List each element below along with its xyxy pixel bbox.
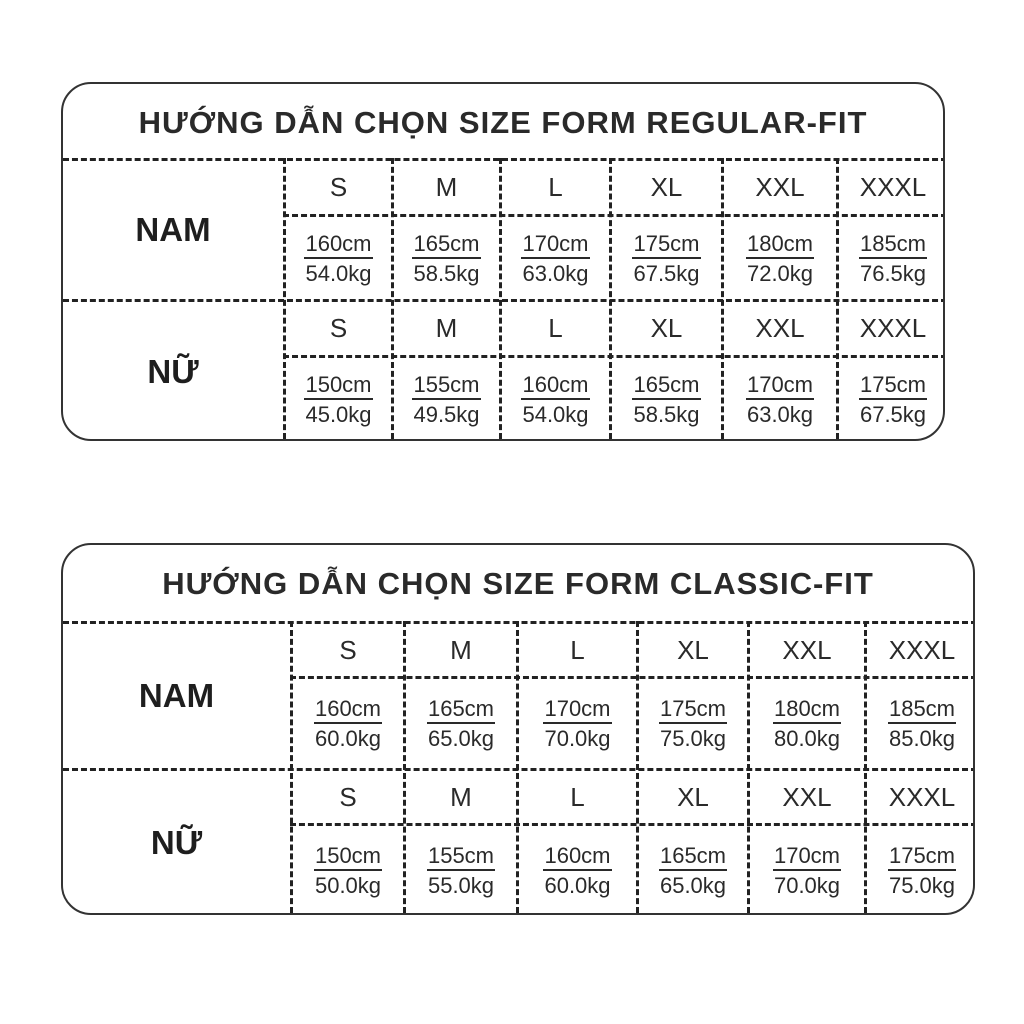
weight-value: 60.0kg bbox=[314, 726, 382, 751]
size-table bbox=[63, 621, 973, 913]
size-label: S bbox=[329, 172, 348, 202]
weight-value: 70.0kg bbox=[773, 873, 841, 898]
size-label: S bbox=[339, 781, 357, 812]
height-value: 175cm bbox=[632, 231, 700, 259]
height-value: 160cm bbox=[543, 843, 611, 871]
size-label: M bbox=[435, 172, 458, 202]
size-label: XXL bbox=[782, 781, 832, 812]
size-guide-classic-fit bbox=[61, 543, 975, 915]
weight-value: 49.5kg bbox=[413, 402, 480, 427]
weight-value: 67.5kg bbox=[633, 260, 700, 286]
weight-value: 76.5kg bbox=[859, 260, 927, 286]
size-label: M bbox=[435, 313, 458, 343]
height-value: 150cm bbox=[314, 843, 382, 871]
weight-value: 72.0kg bbox=[746, 260, 814, 286]
measurement-cell bbox=[406, 826, 516, 915]
height-value: 165cm bbox=[427, 696, 495, 724]
height-value: 160cm bbox=[304, 231, 372, 259]
size-label: XXL bbox=[755, 313, 805, 343]
measurement-cell bbox=[502, 217, 609, 299]
measurement-cell bbox=[724, 358, 836, 441]
size-label: L bbox=[548, 172, 563, 202]
measurement-cell bbox=[612, 358, 721, 441]
gender-label: NAM bbox=[138, 677, 215, 714]
height-value: 170cm bbox=[746, 372, 814, 400]
measurement-cell bbox=[286, 217, 391, 299]
size-label: S bbox=[339, 634, 357, 665]
gender-label: NỮ bbox=[150, 824, 203, 861]
height-value: 165cm bbox=[659, 843, 727, 871]
measurement-cell bbox=[750, 679, 864, 768]
weight-value: 55.0kg bbox=[427, 873, 495, 898]
measurement-cell bbox=[293, 679, 403, 768]
weight-value: 85.0kg bbox=[888, 726, 956, 751]
size-label: XL bbox=[650, 172, 683, 202]
measurement-cell bbox=[639, 679, 747, 768]
measurement-cell bbox=[612, 217, 721, 299]
measurement-cell bbox=[293, 826, 403, 915]
measurement-cell bbox=[750, 826, 864, 915]
height-value: 165cm bbox=[412, 231, 480, 259]
measurement-cell bbox=[867, 679, 975, 768]
size-label: XXXL bbox=[859, 172, 927, 202]
weight-value: 75.0kg bbox=[659, 726, 727, 751]
height-value: 170cm bbox=[521, 231, 589, 259]
measurement-cell bbox=[839, 217, 945, 299]
height-value: 165cm bbox=[632, 372, 700, 400]
size-label: S bbox=[329, 313, 348, 343]
measurement-cell bbox=[839, 358, 945, 441]
size-label: XL bbox=[650, 313, 683, 343]
measurement-cell bbox=[639, 826, 747, 915]
weight-value: 80.0kg bbox=[773, 726, 841, 751]
height-value: 170cm bbox=[773, 843, 841, 871]
height-value: 180cm bbox=[746, 231, 814, 259]
height-value: 150cm bbox=[304, 372, 372, 400]
height-value: 160cm bbox=[521, 372, 589, 400]
size-label: XL bbox=[677, 634, 709, 665]
size-label: XXXL bbox=[859, 313, 927, 343]
weight-value: 65.0kg bbox=[659, 873, 727, 898]
size-label: XXXL bbox=[888, 634, 956, 665]
height-value: 175cm bbox=[659, 696, 727, 724]
measurement-cell bbox=[406, 679, 516, 768]
weight-value: 58.5kg bbox=[633, 402, 700, 427]
height-value: 170cm bbox=[543, 696, 611, 724]
measurement-cell bbox=[867, 826, 975, 915]
weight-value: 75.0kg bbox=[888, 873, 956, 898]
size-label: L bbox=[570, 634, 585, 665]
size-label: XL bbox=[677, 781, 709, 812]
size-table bbox=[63, 158, 943, 439]
weight-value: 45.0kg bbox=[305, 402, 372, 427]
measurement-cell bbox=[286, 358, 391, 441]
height-value: 160cm bbox=[314, 696, 382, 724]
size-label: M bbox=[450, 781, 472, 812]
size-label: L bbox=[570, 781, 585, 812]
weight-value: 54.0kg bbox=[305, 260, 372, 286]
size-label: XXXL bbox=[888, 781, 956, 812]
height-value: 180cm bbox=[773, 696, 841, 724]
height-value: 175cm bbox=[888, 843, 956, 871]
size-guide-regular-fit bbox=[61, 82, 945, 441]
table-title: HƯỚNG DẪN CHỌN SIZE FORM CLASSIC-FIT bbox=[162, 566, 874, 601]
measurement-cell bbox=[394, 217, 499, 299]
table-title: HƯỚNG DẪN CHỌN SIZE FORM REGULAR-FIT bbox=[138, 105, 868, 140]
height-value: 185cm bbox=[888, 696, 956, 724]
weight-value: 63.0kg bbox=[746, 402, 814, 427]
weight-value: 60.0kg bbox=[544, 873, 611, 898]
weight-value: 63.0kg bbox=[522, 260, 589, 286]
height-value: 155cm bbox=[427, 843, 495, 871]
size-label: M bbox=[450, 634, 472, 665]
weight-value: 70.0kg bbox=[544, 726, 611, 751]
weight-value: 58.5kg bbox=[413, 260, 480, 286]
measurement-cell bbox=[724, 217, 836, 299]
measurement-cell bbox=[502, 358, 609, 441]
height-value: 185cm bbox=[859, 231, 927, 259]
weight-value: 65.0kg bbox=[427, 726, 495, 751]
gender-label: NAM bbox=[135, 211, 211, 248]
size-label: XXL bbox=[755, 172, 805, 202]
size-label: L bbox=[548, 313, 563, 343]
weight-value: 54.0kg bbox=[522, 402, 589, 427]
weight-value: 67.5kg bbox=[859, 402, 927, 427]
size-label: XXL bbox=[782, 634, 832, 665]
gender-label: NỮ bbox=[147, 352, 199, 390]
height-value: 175cm bbox=[859, 372, 927, 400]
measurement-cell bbox=[519, 679, 636, 768]
measurement-cell bbox=[519, 826, 636, 915]
weight-value: 50.0kg bbox=[314, 873, 382, 898]
height-value: 155cm bbox=[412, 372, 480, 400]
measurement-cell bbox=[394, 358, 499, 441]
